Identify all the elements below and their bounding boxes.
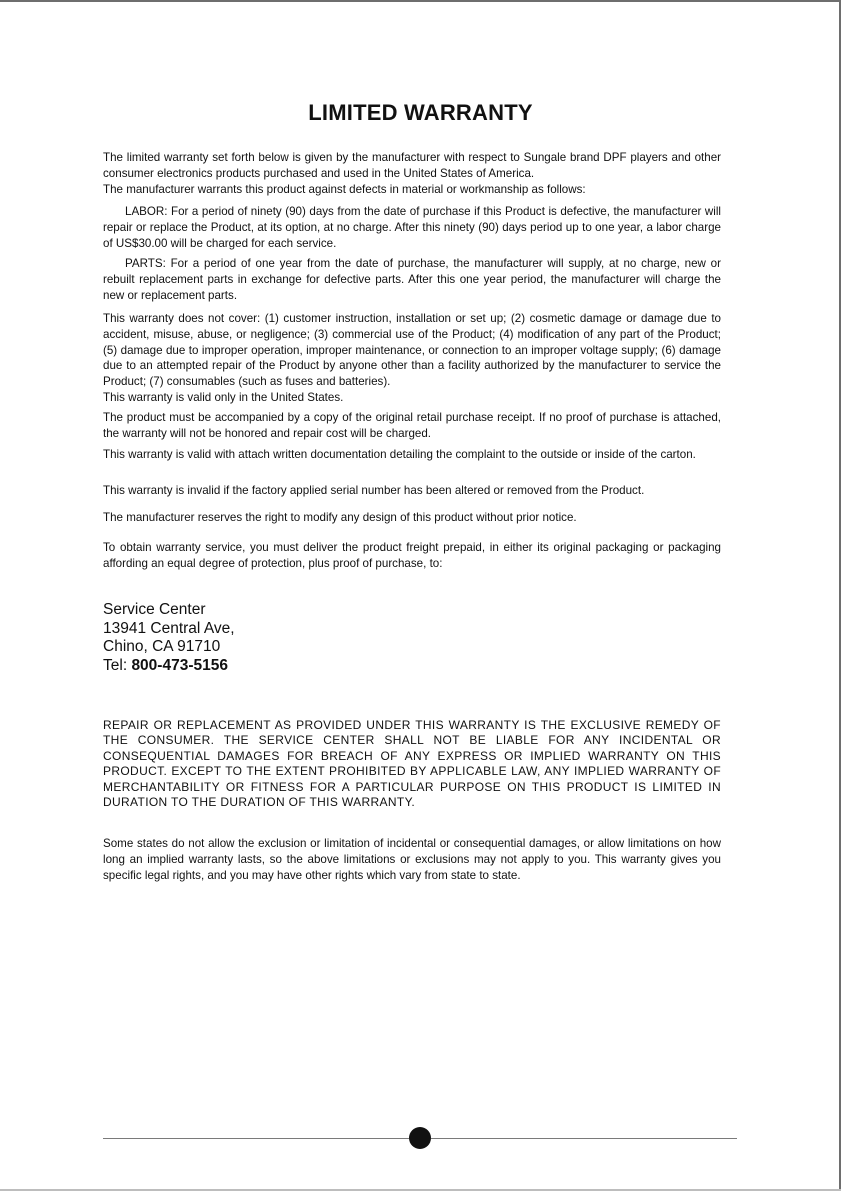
labor-paragraph: LABOR: For a period of ninety (90) days from the date of purchase if this Product is defective, the manufacturer will repair or replace the Product, at its option, at no charge. After this ninety (90) days period up to one year, a labor charge of US$30.00 will be charged for each service. [103,205,721,250]
phone-label: Tel: [103,656,132,674]
footer-rule-right [431,1138,737,1139]
service-center-phone [103,657,503,676]
service-center-street: 13941 Central Ave, [103,619,235,637]
receipt-paragraph: The product must be accompanied by a copy of the original retail purchase receipt. If no proof of purchase is attached, the warranty will not be honored and repair cost will be charged. [103,411,721,440]
page-top-border [0,0,841,2]
documentation-paragraph: This warranty is valid with attach written documentation detailing the complaint to the outside or inside of the carton. [103,448,696,461]
footer-rule-left [103,1138,409,1139]
intro-line-2: The manufacturer warrants this product against defects in material or workmanship as follows: [103,182,586,196]
service-center-name: Service Center [103,601,206,618]
phone-number: 800-473-5156 [131,656,228,674]
parts-paragraph: PARTS: For a period of one year from the date of purchase, the manufacturer will supply, at no charge, new or rebuilt replacement parts in exchange for defective parts. After this one year period, the manufacturer will charge the new or replacement parts. [103,257,721,302]
liability-disclaimer: REPAIR OR REPLACEMENT AS PROVIDED UNDER THIS WARRANTY IS THE EXCLUSIVE REMEDY OF THE CONSUMER. THE SERVICE CENTER SHALL NOT BE LIABLE FOR ANY INCIDENTAL OR CONSEQUENTIAL DAMAGES FOR BREACH OF ANY EXPRESS OR IMPLIED WARRANTY ON THIS PRODUCT. EXCEPT TO THE EXTENT PROHIBITED BY APPLICABLE LAW, ANY IMPLIED WARRANTY OF MERCHANTABILITY OR FITNESS FOR A PARTICULAR PURPOSE ON THIS PRODUCT IS LIMITED IN DURATION TO THE DURATION OF THIS WARRANTY. [103,718,721,810]
page-title: LIMITED WARRANTY [308,100,533,125]
service-center-address [103,601,503,675]
valid-us-text: This warranty is valid only in the United States. [103,390,344,404]
modify-paragraph: The manufacturer reserves the right to modify any design of this product without prior notice. [103,511,577,524]
serial-paragraph: This warranty is invalid if the factory applied serial number has been altered or removed from the Product. [103,484,645,497]
state-rights-paragraph: Some states do not allow the exclusion or limitation of incidental or consequential damages, or allow limitations on how long an implied warranty lasts, so the above limitations or exclusions may not apply to you. This warranty gives you specific legal rights, and you may have other rights which vary from state to state. [103,837,721,882]
exclusions-text: This warranty does not cover: (1) customer instruction, installation or set up; (2) cosmetic damage or damage due to accident, misuse, abuse, or negligence; (3) commercial use of the Product; (4) modification of any part of the Product; (5) damage due to improper operation, improper maintenance, or connection to an improper voltage supply; (6) damage due to an attempted repair of the Product by anyone other than a facility authorized by the manufacturer to service the Product; (7) consumables (such as fuses and batteries). [103,312,721,389]
intro-line-1: The limited warranty set forth below is given by the manufacturer with respect to Sungale brand DPF players and other consumer electronics products purchased and used in the United States of America. [103,151,721,180]
obtain-service-paragraph: To obtain warranty service, you must deliver the product freight prepaid, in either its original packaging or packaging affording an equal degree of protection, plus proof of purchase, to: [103,541,721,570]
intro-paragraph [103,150,721,197]
footer-page-dot [409,1127,431,1149]
service-center-city: Chino, CA 91710 [103,638,221,655]
exclusions-paragraph [103,311,721,406]
